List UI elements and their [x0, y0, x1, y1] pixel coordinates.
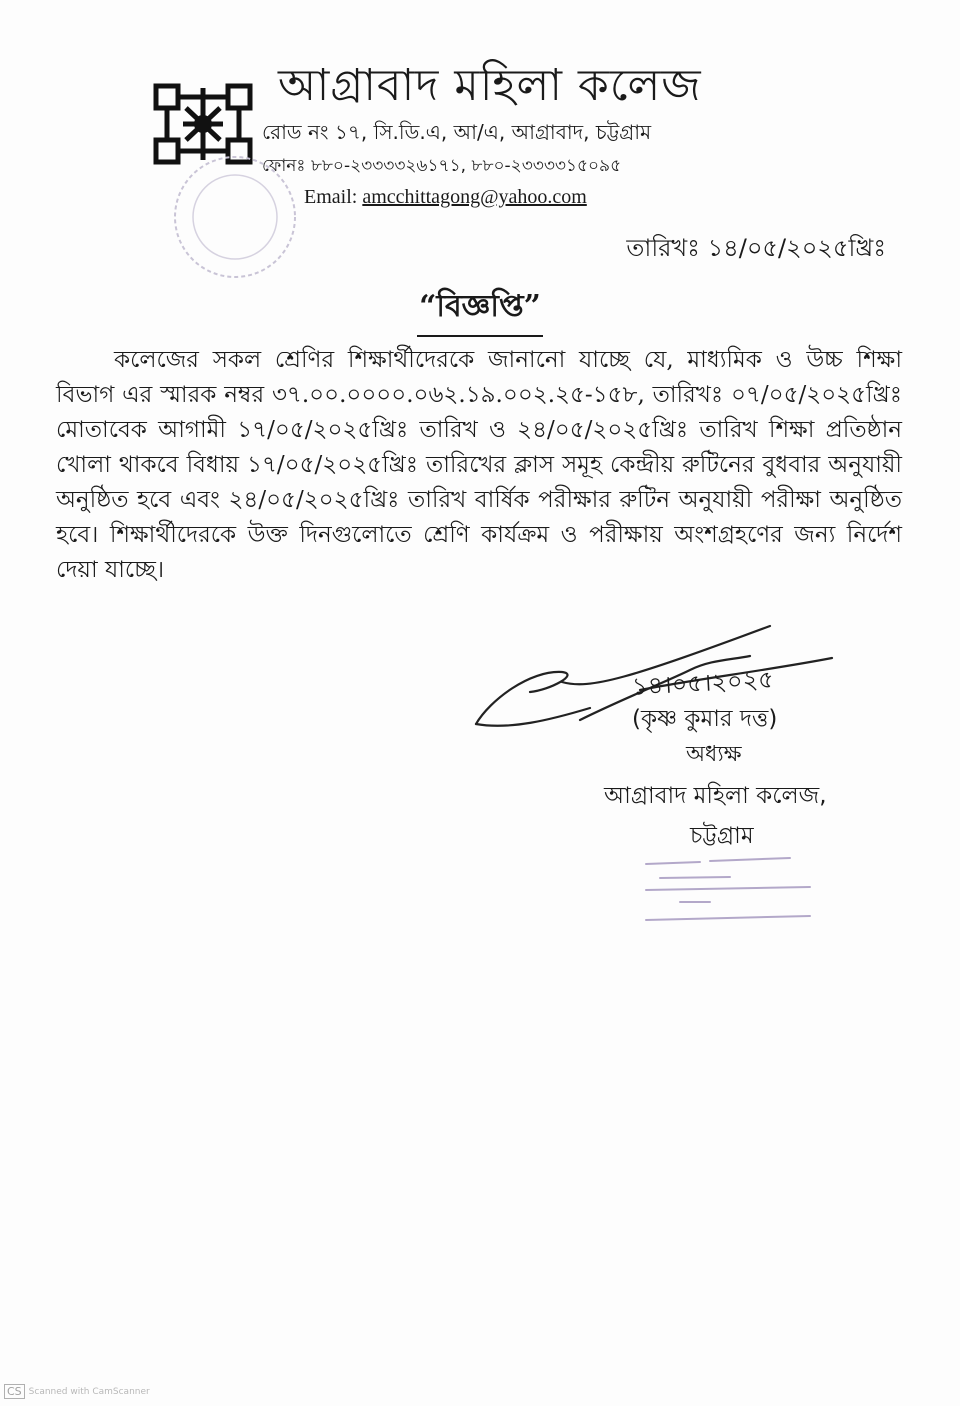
signatory-city: চট্টগ্রাম [690, 823, 754, 849]
signatory-name: (কৃষ্ণ কুমার দত্ত) [632, 706, 778, 732]
signatory-designation: অধ্যক্ষ [686, 742, 742, 767]
email-address-link[interactable]: amcchittagong@yahoo.com [362, 186, 587, 208]
scanner-watermark [4, 1384, 150, 1399]
signature-date: ১৪।০৫।২০২৫ [631, 665, 775, 701]
email-label: Email: [304, 186, 358, 208]
college-email [304, 186, 587, 209]
signatory-institution: আগ্রাবাদ মহিলা কলেজ, [604, 783, 827, 809]
official-stamp-icon [640, 850, 820, 930]
notice-title-text: “বিজ্ঞপ্তি” [417, 282, 543, 337]
notice-body: কলেজের সকল শ্রেণির শিক্ষার্থীদেরকে জানানো যাচ্ছে যে, মাধ্যমিক ও উচ্চ শিক্ষা বিভাগ এর স্মারক নম্বর ৩৭.০০.০০০০.০৬২.১৯.০০২.২৫-১৫৮, তারিখঃ ০৭/০৫/২০২৫খ্রিঃ মোতাবেক আগামী ১৭/০৫/২০২৫খ্রিঃ তারিখ ও ২৪/০৫/২০২৫খ্রিঃ তারিখ শিক্ষা প্রতিষ্ঠান খোলা থাকবে বিধায় ১৭/০৫/২০২৫খ্রিঃ তারিখের ক্লাস সমূহ কেন্দ্রীয় রুটিনের বুধবার অনুযায়ী অনুষ্ঠিত হবে এবং ২৪/০৫/২০২৫খ্রিঃ তারিখ বার্ষিক পরীক্ষার রুটিন অনুযায়ী পরীক্ষা অনুষ্ঠিত হবে। শিক্ষার্থীদেরকে উক্ত দিনগুলোতে শ্রেণি কার্যক্রম ও পরীক্ষায় অংশগ্রহণের জন্য নির্দেশ দেয়া যাচ্ছে। [56, 347, 902, 583]
notice-date: তারিখঃ ১৪/০৫/২০২৫খ্রিঃ [626, 234, 886, 262]
notice-title [0, 282, 960, 337]
watermark-text: Scanned with CamScanner [28, 1386, 150, 1397]
college-phone: ফোনঃ ৮৮০-২৩৩৩৩২৬১৭১, ৮৮০-২৩৩৩৩১৫০৯৫ [262, 156, 622, 176]
camscanner-logo: CS [4, 1384, 25, 1399]
college-address: রোড নং ১৭, সি.ডি.এ, আ/এ, আগ্রাবাদ, চট্টগ্রাম [262, 120, 652, 144]
college-name: আগ্রাবাদ মহিলা কলেজ [278, 60, 702, 111]
